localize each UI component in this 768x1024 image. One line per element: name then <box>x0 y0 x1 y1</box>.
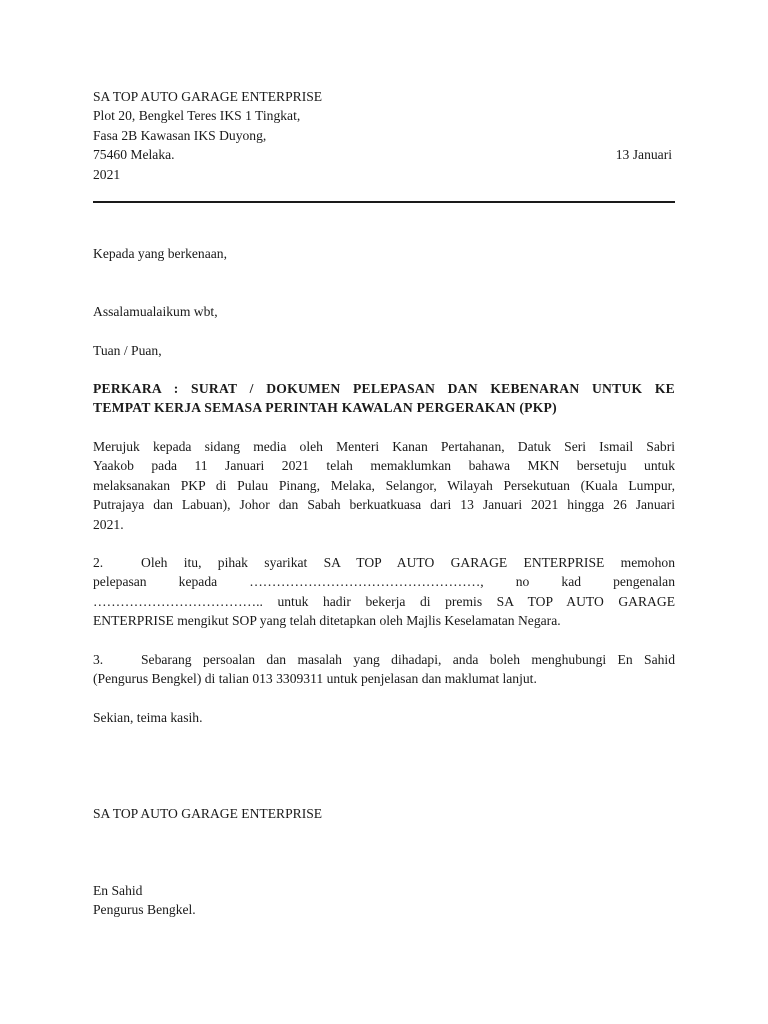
signature-company: SA TOP AUTO GARAGE ENTERPRISE <box>93 806 323 821</box>
paragraph-3-first-row <box>93 650 675 669</box>
paragraph-1-line-4: Putrajaya dan Labuan), Johor dan Sabah berkuatkuasa dari 13 Januari 2021 hingga 26 Januari <box>93 497 675 513</box>
paragraph-1-line-1: Merujuk kepada sidang media oleh Menteri Kanan Pertahanan, Datuk Seri Ismail Sabri <box>93 439 675 454</box>
paragraph-2-line-2: pelepasan kepada ……………………………………………, no kad pengenalan <box>93 574 675 590</box>
subject-heading <box>93 379 675 418</box>
address-form-line <box>93 341 675 360</box>
greeting-text: Assalamualaikum wbt, <box>93 304 218 319</box>
signature-company-line <box>93 804 675 823</box>
address-date-row <box>93 145 675 164</box>
letter-date-year: 2021 <box>93 166 121 182</box>
paragraph-2-line-1: Oleh itu, pihak syarikat SA TOP AUTO GARAGE ENTERPRISE memohon <box>141 555 675 570</box>
address-line-1: Plot 20, Bengkel Teres IKS 1 Tingkat, <box>93 108 301 124</box>
address-line-3: 75460 Melaka. <box>93 147 175 163</box>
closing-line <box>93 708 675 727</box>
address-form-text: Tuan / Puan, <box>93 343 162 358</box>
letterhead <box>93 87 675 184</box>
subject-line-2: TEMPAT KERJA SEMASA PERINTAH KAWALAN PERGERAKAN (PKP) <box>93 400 557 416</box>
paragraph-3-number: 3. <box>93 652 104 667</box>
paragraph-2 <box>93 553 675 631</box>
paragraph-1-line-2: Yaakob pada 11 Januari 2021 telah memaklumkan bahawa MKN bersetuju untuk <box>93 458 675 474</box>
paragraph-2-first-row-inner <box>93 553 675 572</box>
paragraph-2-line-3: ……………………………….. untuk hadir bekerja di premis SA TOP AUTO GARAGE <box>93 593 675 609</box>
paragraph-2-number: 2. <box>93 555 104 570</box>
recipient-line <box>93 244 675 263</box>
paragraph-1-line-3: melaksanakan PKP di Pulau Pinang, Melaka, Selangor, Wilayah Persekutuan (Kuala Lumpur, <box>93 477 675 493</box>
signature-name: En Sahid <box>93 883 143 898</box>
paragraph-1 <box>93 437 675 534</box>
letterhead-company: SA TOP AUTO GARAGE ENTERPRISE <box>93 89 323 104</box>
paragraph-2-first-row <box>93 553 675 572</box>
paragraph-3 <box>93 650 675 689</box>
paragraph-3-line-2: (Pengurus Bengkel) di talian 013 3309311 untuk penjelasan dan maklumat lanjut. <box>93 671 537 687</box>
signature-block <box>93 881 675 920</box>
letterhead-divider <box>93 201 675 203</box>
subject-line-1: PERKARA : SURAT / DOKUMEN PELEPASAN DAN KEBENARAN UNTUK KE <box>93 381 675 396</box>
closing-text: Sekian, teima kasih. <box>93 710 203 725</box>
letter-date: 13 Januari <box>615 147 672 163</box>
paragraph-2-line-4: ENTERPRISE mengikut SOP yang telah ditetapkan oleh Majlis Keselamatan Negara. <box>93 613 561 629</box>
signature-title: Pengurus Bengkel. <box>93 902 196 918</box>
greeting-line <box>93 302 675 321</box>
address-line-2: Fasa 2B Kawasan IKS Duyong, <box>93 127 267 143</box>
paragraph-1-line-5: 2021. <box>93 516 124 532</box>
paragraph-3-line-1: Sebarang persoalan dan masalah yang dihadapi, anda boleh menghubungi En Sahid <box>141 652 675 667</box>
paragraph-3-first-row-inner <box>93 650 675 669</box>
recipient-text: Kepada yang berkenaan, <box>93 246 227 261</box>
